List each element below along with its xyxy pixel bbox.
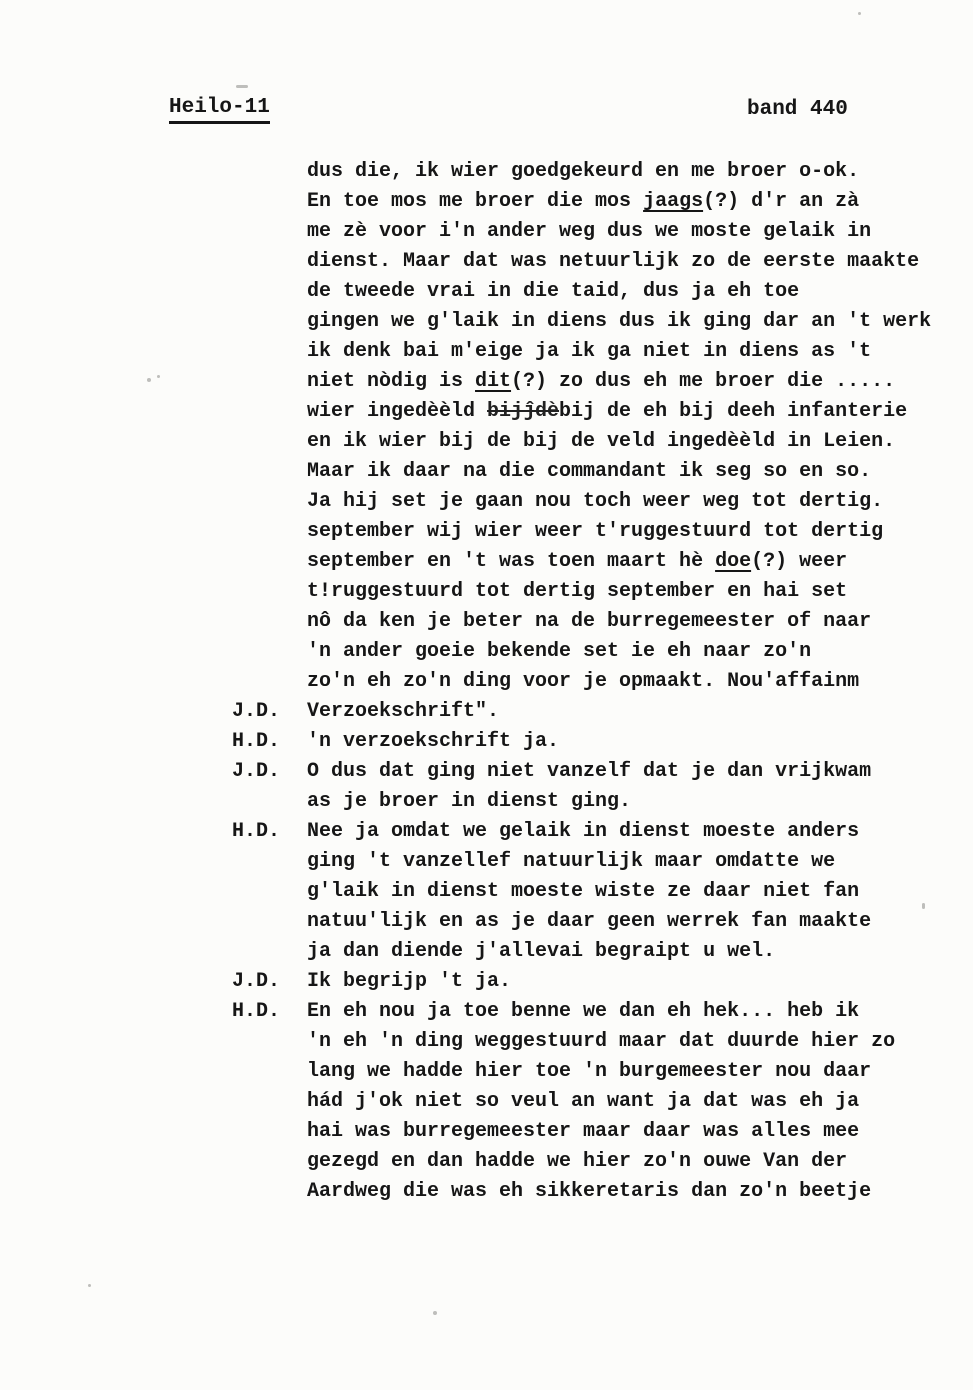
line-text: Maar ik daar na die commandant ik seg so en so.: [307, 460, 872, 483]
line-text: ja dan diende j'allevai begraipt u wel.: [307, 940, 776, 963]
line-text: O dus dat ging niet vanzelf dat je dan vrijkwam: [307, 760, 872, 783]
transcript-line: [232, 967, 957, 997]
speaker-label: [232, 367, 307, 397]
scan-speck: [157, 375, 160, 378]
speaker-label: [232, 277, 307, 307]
speaker-label: [232, 937, 307, 967]
transcript-line: [232, 577, 957, 607]
transcript-line: [232, 997, 957, 1027]
transcript-line: [232, 1177, 957, 1207]
transcript-line: [232, 1087, 957, 1117]
scan-speck: [922, 903, 925, 909]
transcript-line: [232, 337, 957, 367]
speaker-label: [232, 637, 307, 667]
speaker-label: [232, 217, 307, 247]
line-text: g'laik in dienst moeste wiste ze daar niet fan: [307, 880, 860, 903]
transcript-line: [232, 307, 957, 337]
line-text: en ik wier bij de bij de veld ingedèèld in Leien.: [307, 430, 896, 453]
line-text: lang we hadde hier toe 'n burgemeester nou daar: [307, 1060, 872, 1083]
line-text: nô da ken je beter na de burregemeester of naar: [307, 610, 872, 633]
line-text: hád j'ok niet so veul an want ja dat was eh ja: [307, 1090, 860, 1113]
speaker-label: [232, 157, 307, 187]
transcript-line: [232, 787, 957, 817]
line-text: dus die, ik wier goedgekeurd en me broer o-ok.: [307, 160, 860, 183]
speaker-label: J.D.: [232, 760, 281, 783]
speaker-label: [232, 667, 307, 697]
speaker-label: [232, 1087, 307, 1117]
transcript-line: [232, 217, 957, 247]
speaker-label: [232, 307, 307, 337]
scan-speck: [88, 1284, 91, 1287]
speaker-label: J.D.: [232, 970, 281, 993]
line-text: gezegd en dan hadde we hier zo'n ouwe Van der: [307, 1150, 848, 1173]
speaker-label: [232, 517, 307, 547]
line-text: niet nòdig is dit(?) zo dus eh me broer die .....: [307, 370, 896, 393]
speaker-label: [232, 1147, 307, 1177]
speaker-label: [232, 577, 307, 607]
scan-speck: [236, 85, 248, 88]
transcript-line: [232, 637, 957, 667]
transcript-line: [232, 397, 957, 427]
scan-speck: [858, 12, 861, 15]
transcript-line: [232, 277, 957, 307]
transcript-line: [232, 907, 957, 937]
line-text: september wij wier weer t'ruggestuurd tot dertig: [307, 520, 884, 543]
speaker-label: [232, 787, 307, 817]
speaker-label: [232, 1027, 307, 1057]
line-text: dienst. Maar dat was netuurlijk zo de eerste maakte: [307, 250, 920, 273]
line-text: Verzoekschrift".: [307, 700, 500, 723]
transcript-line: [232, 817, 957, 847]
transcript-line: [232, 367, 957, 397]
scan-speck: [147, 378, 151, 382]
line-text: hai was burregemeester maar daar was alles mee: [307, 1120, 860, 1143]
speaker-label: [232, 457, 307, 487]
speaker-label: [232, 337, 307, 367]
transcript-line: [232, 847, 957, 877]
scan-speck: [433, 1311, 437, 1315]
speaker-label: [232, 907, 307, 937]
line-text: zo'n eh zo'n ding voor je opmaakt. Nou'affainm: [307, 670, 860, 693]
transcript-line: [232, 487, 957, 517]
transcript-line: [232, 1117, 957, 1147]
underlined-text: jaags: [643, 190, 704, 213]
line-text: 'n ander goeie bekende set ie eh naar zo'n: [307, 640, 812, 663]
transcript-line: [232, 1057, 957, 1087]
line-text: ging 't vanzellef natuurlijk maar omdatte we: [307, 850, 836, 873]
line-text: 'n verzoekschrift ja.: [307, 730, 560, 753]
line-text: En toe mos me broer die mos jaags(?) d'r an zà: [307, 190, 860, 213]
speaker-label: [232, 1117, 307, 1147]
transcript-line: [232, 757, 957, 787]
speaker-label: [232, 847, 307, 877]
line-text: 'n eh 'n ding weggestuurd maar dat duurde hier zo: [307, 1030, 896, 1053]
line-text: Ik begrijp 't ja.: [307, 970, 512, 993]
speaker-label: H.D.: [232, 730, 281, 753]
transcript-line: [232, 877, 957, 907]
transcript-line: [232, 1147, 957, 1177]
speaker-label: [232, 607, 307, 637]
speaker-label: J.D.: [232, 700, 281, 723]
transcript-line: [232, 457, 957, 487]
line-text: me zè voor i'n ander weg dus we moste gelaik in: [307, 220, 872, 243]
speaker-label: [232, 487, 307, 517]
line-text: Aardweg die was eh sikkeretaris dan zo'n beetje: [307, 1180, 872, 1203]
line-text: wier ingedèèld bijĵdèbij de eh bij deeh infanterie: [307, 400, 908, 423]
speaker-label: [232, 397, 307, 427]
transcript-line: [232, 187, 957, 217]
transcript-line: [232, 427, 957, 457]
speaker-label: [232, 547, 307, 577]
struck-text: bijĵdè: [487, 400, 560, 423]
transcript: [232, 157, 957, 1207]
speaker-label: [232, 187, 307, 217]
underlined-text: doe: [715, 550, 752, 573]
line-text: En eh nou ja toe benne we dan eh hek... heb ik: [307, 1000, 860, 1023]
speaker-label: [232, 427, 307, 457]
speaker-label: [232, 1177, 307, 1207]
transcript-line: [232, 547, 957, 577]
line-text: de tweede vrai in die taid, dus ja eh toe: [307, 280, 800, 303]
transcript-line: [232, 517, 957, 547]
line-text: ik denk bai m'eige ja ik ga niet in diens as 't: [307, 340, 872, 363]
underlined-text: dit: [475, 370, 512, 393]
line-text: september en 't was toen maart hè doe(?) weer: [307, 550, 848, 573]
transcript-line: [232, 937, 957, 967]
line-text: as je broer in dienst ging.: [307, 790, 632, 813]
transcript-line: [232, 697, 957, 727]
transcript-line: [232, 1027, 957, 1057]
transcript-line: [232, 667, 957, 697]
transcript-line: [232, 727, 957, 757]
transcript-line: [232, 247, 957, 277]
speaker-label: [232, 1057, 307, 1087]
line-text: natuu'lijk en as je daar geen werrek fan maakte: [307, 910, 872, 933]
line-text: Ja hij set je gaan nou toch weer weg tot dertig.: [307, 490, 884, 513]
speaker-label: H.D.: [232, 1000, 281, 1023]
transcript-line: [232, 157, 957, 187]
speaker-label: [232, 247, 307, 277]
transcript-line: [232, 607, 957, 637]
line-text: Nee ja omdat we gelaik in dienst moeste anders: [307, 820, 860, 843]
speaker-label: H.D.: [232, 820, 281, 843]
band-number: band 440: [747, 98, 848, 121]
line-text: gingen we g'laik in diens dus ik ging dar an 't werk: [307, 310, 932, 333]
page-title: Heilo-11: [169, 96, 270, 124]
speaker-label: [232, 877, 307, 907]
line-text: t!ruggestuurd tot dertig september en hai set: [307, 580, 848, 603]
